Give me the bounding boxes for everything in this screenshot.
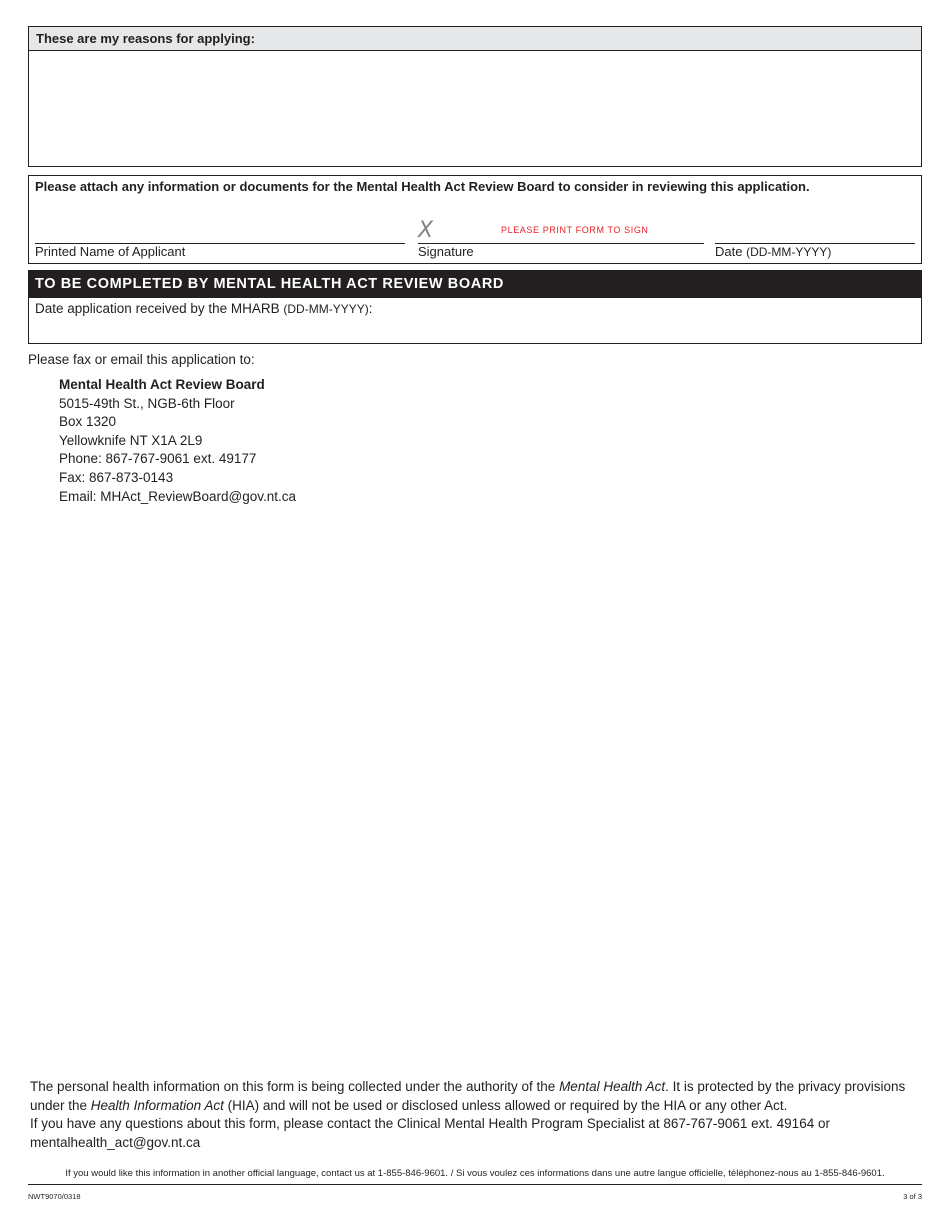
sign-here-x-icon: X [418,218,434,243]
received-date-field[interactable] [35,301,372,316]
attach-note: Please attach any information or documents for the Mental Health Act Review Board to consider in reviewing this application. [35,179,810,194]
form-number: NWT9070/0318 [28,1192,81,1201]
printed-name-label: Printed Name of Applicant [35,244,186,259]
privacy-act-hia: Health Information Act [90,1097,224,1113]
date-input[interactable] [715,223,915,243]
received-date-format: (DD-MM-YYYY) [283,302,369,316]
privacy-notice [30,1078,910,1152]
footer-divider [28,1184,922,1185]
reasons-section [28,26,922,167]
contact-address [59,376,296,506]
contact-intro: Please fax or email this application to: [28,352,255,367]
privacy-act-mha: Mental Health Act [559,1079,666,1094]
contact-box: Box 1320 [59,414,117,430]
privacy-text-2: . It is protected by the privacy provisions under the [30,1079,906,1113]
reasons-header: These are my reasons for applying: [29,27,921,51]
privacy-text-3: (HIA) and will not be used or disclosed unless allowed or required by the HIA or any other Act. [223,1097,788,1113]
page-number: 3 of 3 [903,1192,922,1201]
attach-signature-section [28,175,922,264]
privacy-contact: If you have any questions about this form, please contact the Clinical Mental Health Program Specialist at 867-767-9061 ext. 49164 or mentalhealth_act@gov.nt.ca [30,1116,830,1150]
contact-phone: Phone: 867-767-9061 ext. 49177 [59,451,257,467]
date-label-text: Date [715,244,743,259]
signature-label: Signature [418,244,474,259]
printed-name-input[interactable] [35,223,405,243]
contact-org: Mental Health Act Review Board [59,377,265,392]
print-to-sign-note: PLEASE PRINT FORM TO SIGN [501,225,649,235]
received-date-colon: : [368,301,373,316]
date-format: (DD-MM-YYYY) [746,245,832,259]
date-label [715,244,831,259]
contact-street: 5015-49th St., NGB-6th Floor [59,395,235,411]
received-date-label: Date application received by the MHARB [35,301,280,316]
contact-email: Email: MHAct_ReviewBoard@gov.nt.ca [59,488,297,504]
contact-fax: Fax: 867-873-0143 [59,469,174,485]
reasons-input[interactable] [29,51,921,165]
language-notice: If you would like this information in another official language, contact us at 1-855-846-9601. / Si vous voulez ces informations dans une autre langue officielle, téléphonez-nous au 1-855-846-9601. [65,1168,885,1179]
board-section [28,270,922,344]
board-header: TO BE COMPLETED BY MENTAL HEALTH ACT REVIEW BOARD [29,271,921,298]
privacy-text-1: The personal health information on this form is being collected under the authority of the [30,1079,560,1094]
contact-city: Yellowknife NT X1A 2L9 [59,432,203,448]
